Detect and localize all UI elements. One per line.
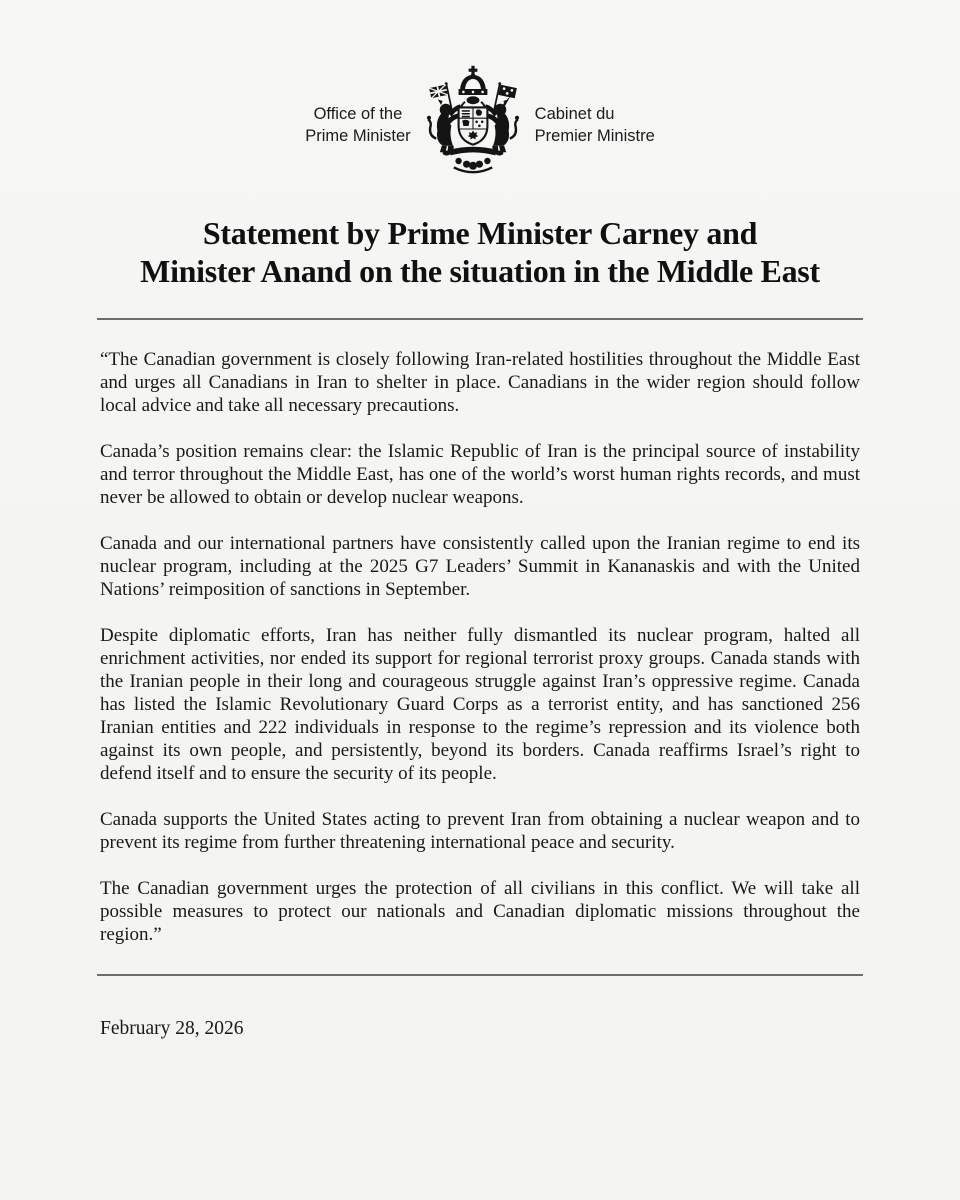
pmo-masthead (0, 0, 960, 186)
office-wordmark-english (305, 103, 410, 147)
top-divider (97, 318, 863, 320)
statement-body (100, 348, 860, 946)
statement-date: February 28, 2026 (100, 1018, 244, 1039)
royal-crown-icon (458, 66, 487, 95)
statement-title (0, 214, 960, 290)
statement-paragraph-4: Despite diplomatic efforts, Iran has neither fully dismantled its nuclear program, halted all enrichment activities, nor ended its support for regional terrorist proxy groups. Canada stands with the Iranian people in their long and courageous struggle against Iran’s oppressive regime. Canada has listed the Islamic Revolutionary Guard Corps as a terrorist entity, and has sanctioned 256 Iranian entities and 222 individuals in response to the regime’s repression and its violence both against its own people, and persistently, beyond its borders. Canada reaffirms Israel’s right to defend itself and to ensure the security of its people. (100, 625, 860, 784)
statement-title-line1: Statement by Prime Minister Carney and (202, 215, 758, 251)
office-wordmark-fr-line2: Premier Ministre (534, 127, 655, 145)
canada-coat-of-arms-icon (425, 64, 521, 186)
statement-paragraph-6: The Canadian government urges the protection of all civilians in this conflict. We will take all possible measures to protect our nationals and Canadian diplomatic missions throughout the region.” (100, 878, 860, 945)
unicorn-supporter-icon (485, 95, 519, 153)
statement-paragraph-2: Canada’s position remains clear: the Islamic Republic of Iran is the principal source of instability and terror throughout the Middle East, has one of the world’s worst human rights records, and must never be allowed to obtain or develop nuclear weapons. (100, 441, 860, 508)
office-wordmark-en-line1: Office of the (313, 105, 403, 123)
office-wordmark-en-line2: Prime Minister (305, 127, 411, 145)
bottom-divider (97, 974, 863, 976)
shield-icon (458, 107, 487, 144)
statement-paragraph-3: Canada and our international partners have consistently called upon the Iranian regime to end its nuclear program, including at the 2025 G7 Leaders’ Summit in Kananaskis and with the United Nations’ reimposition of sanctions in September. (100, 533, 860, 600)
lion-supporter-icon (427, 99, 461, 152)
statement-paragraph-1: “The Canadian government is closely following Iran-related hostilities throughout the Middle East and urges all Canadians in Iran to shelter in place. Canadians in the wider region should follow local advice and take all necessary precautions. (100, 349, 860, 416)
office-wordmark-french (535, 103, 655, 147)
statement-paragraph-5: Canada supports the United States acting to prevent Iran from obtaining a nuclear weapon and to prevent its regime from further threatening international peace and security. (100, 809, 860, 853)
statement-title-line2: Minister Anand on the situation in the Middle East (140, 253, 820, 289)
floral-base-icon (453, 158, 491, 172)
office-wordmark-fr-line1: Cabinet du (534, 105, 615, 123)
